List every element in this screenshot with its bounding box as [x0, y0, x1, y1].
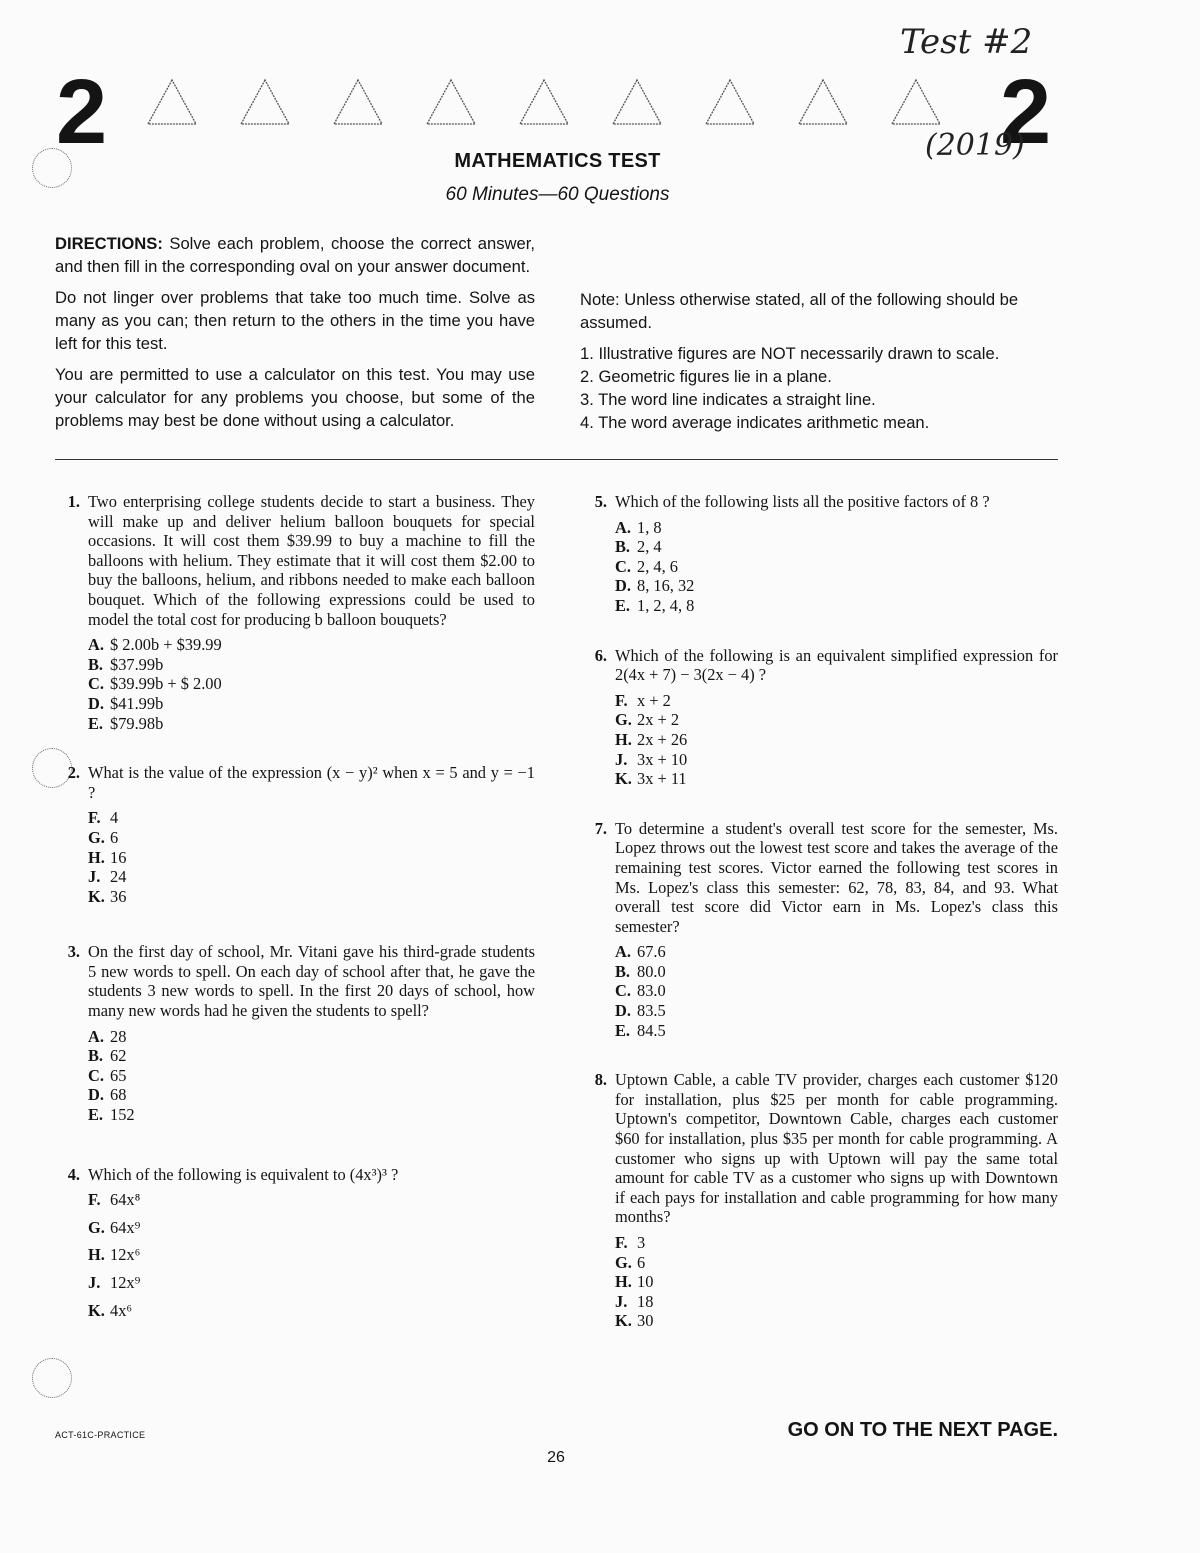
answer-option[interactable] — [88, 1105, 535, 1125]
option-letter: C. — [615, 556, 631, 576]
option-value: 80.0 — [637, 961, 666, 981]
questions-column-left — [55, 492, 535, 1328]
option-letter: C. — [88, 1065, 104, 1085]
answer-option[interactable] — [615, 1292, 1058, 1312]
option-value: 83.0 — [637, 981, 666, 1001]
option-value: 10 — [637, 1272, 654, 1292]
answer-option[interactable] — [88, 1301, 535, 1321]
answer-option[interactable] — [88, 674, 535, 694]
option-value: 18 — [637, 1291, 654, 1311]
triangle-icon — [520, 80, 568, 124]
option-letter: C. — [88, 674, 104, 694]
triangle-icon — [427, 80, 475, 124]
answer-option[interactable] — [615, 537, 1058, 557]
answer-option[interactable] — [88, 887, 535, 907]
option-letter: H. — [88, 1245, 105, 1265]
answer-options — [88, 635, 535, 733]
answer-option[interactable] — [88, 1273, 535, 1293]
option-value: $79.98b — [110, 713, 164, 733]
option-value: 36 — [110, 886, 127, 906]
option-value: 65 — [110, 1065, 127, 1085]
option-value: 68 — [110, 1085, 127, 1105]
answer-option[interactable] — [88, 714, 535, 734]
question-text: Which of the following is equivalent to (4x³)³ ? — [88, 1164, 399, 1184]
option-value: 3x + 10 — [637, 749, 688, 769]
question-number: 1. — [67, 492, 80, 511]
option-letter: F. — [88, 1190, 101, 1210]
answer-option[interactable] — [88, 867, 535, 887]
option-letter: K. — [88, 1300, 105, 1320]
answer-options — [615, 1233, 1058, 1331]
question-item — [582, 819, 1058, 1041]
answer-option[interactable] — [88, 1046, 535, 1066]
question-number: 7. — [594, 818, 607, 838]
option-value: $37.99b — [110, 654, 164, 674]
answer-option[interactable] — [615, 1001, 1058, 1021]
option-letter: E. — [88, 1105, 104, 1125]
question-text: Which of the following is an equivalent simplified expression for 2(4x + 7) − 3(2x − 4) ? — [615, 645, 1058, 685]
page-title: MATHEMATICS TEST — [454, 150, 661, 172]
answer-options — [88, 1027, 535, 1125]
option-letter: E. — [88, 713, 104, 733]
triangle-icon — [892, 80, 940, 124]
option-letter: D. — [88, 1085, 104, 1105]
option-letter: K. — [88, 886, 105, 906]
triangle-icons — [140, 78, 985, 128]
form-code: ACT-61C-PRACTICE — [55, 1430, 146, 1440]
option-value: 1, 8 — [637, 517, 662, 537]
question-text: Uptown Cable, a cable TV provider, charges each customer $120 for installation, plus $25 per month for cable programming. Uptown's competitor, Downtown Cable, charges each customer $60 for installation, plus $35 per month for cable programming. A customer who signs up with Uptown will pay the same total amount for cable TV as a customer who signs up with Downtown if each pays for installation and cable programming for how many months? — [615, 1070, 1058, 1227]
directions-right — [580, 232, 1058, 434]
question-text: Which of the following lists all the positive factors of 8 ? — [615, 492, 990, 511]
option-letter: B. — [88, 1046, 104, 1066]
question-item — [582, 492, 1058, 616]
answer-option[interactable] — [615, 1253, 1058, 1273]
option-letter: A. — [88, 635, 104, 655]
option-letter: B. — [88, 654, 104, 674]
question-text: What is the value of the expression (x − y)² when x = 5 and y = −1 ? — [88, 763, 535, 802]
question-number: 4. — [67, 1164, 80, 1184]
answer-option[interactable] — [615, 710, 1058, 730]
option-letter: G. — [615, 1252, 632, 1272]
answer-option[interactable] — [615, 596, 1058, 616]
question-item — [55, 763, 535, 906]
answer-option[interactable] — [615, 1021, 1058, 1041]
answer-options — [615, 691, 1058, 789]
handwritten-year: (2019) — [925, 128, 1025, 163]
answer-option[interactable] — [615, 576, 1058, 596]
directions-note: Note: Unless otherwise stated, all of the following should be assumed. — [580, 290, 1019, 332]
option-letter: G. — [88, 827, 105, 847]
option-letter: C. — [615, 981, 631, 1001]
directions-p3: You are permitted to use a calculator on this test. You may use your calculator for any problems you choose, but some of the problems may best be done without using a calculator. — [55, 365, 535, 430]
triangle-icon — [334, 80, 382, 124]
option-letter: B. — [615, 537, 631, 557]
answer-option[interactable] — [88, 1066, 535, 1086]
option-letter: F. — [88, 808, 101, 828]
option-letter: D. — [615, 576, 631, 596]
option-value: 84.5 — [637, 1020, 666, 1040]
option-letter: H. — [615, 729, 632, 749]
answer-option[interactable] — [88, 694, 535, 714]
answer-option[interactable] — [615, 962, 1058, 982]
option-letter: J. — [615, 1291, 628, 1311]
question-number: 2. — [67, 763, 80, 783]
answer-option[interactable] — [615, 769, 1058, 789]
option-value: 3 — [637, 1233, 646, 1252]
answer-option[interactable] — [615, 750, 1058, 770]
answer-option[interactable] — [615, 691, 1058, 711]
answer-option[interactable] — [88, 1218, 535, 1238]
section-number-left: 2 — [56, 61, 108, 163]
option-value: 6 — [110, 827, 119, 847]
handwritten-test-note: Test #2 — [900, 22, 1033, 62]
option-value: 12x⁹ — [110, 1273, 141, 1292]
question-item — [55, 492, 535, 733]
question-text: On the first day of school, Mr. Vitani gave his third-grade students 5 new words to spell. On each day of school after that, he gave the students 3 new words to spell. In the first 20 days of school, how many new words had he given the students to spell? — [88, 942, 535, 1021]
question-number: 3. — [67, 942, 80, 962]
answer-option[interactable] — [88, 1027, 535, 1047]
question-number: 8. — [594, 1070, 607, 1090]
triangle-icon — [148, 80, 196, 124]
option-letter: A. — [615, 517, 631, 537]
triangle-icon — [706, 80, 754, 124]
assumption-item: 1. Illustrative figures are NOT necessarily drawn to scale. — [580, 344, 1000, 363]
option-letter: J. — [88, 867, 101, 887]
question-item — [55, 942, 535, 1124]
option-letter: K. — [615, 1311, 632, 1331]
answer-option[interactable] — [88, 848, 535, 868]
answer-option[interactable] — [615, 981, 1058, 1001]
question-item — [582, 646, 1058, 789]
question-number: 5. — [594, 492, 607, 511]
directions-label: DIRECTIONS: — [55, 234, 163, 253]
option-value: 12x⁶ — [110, 1245, 141, 1265]
answer-option[interactable] — [88, 828, 535, 848]
answer-option[interactable] — [615, 1272, 1058, 1292]
option-letter: A. — [88, 1026, 104, 1046]
question-text: To determine a student's overall test score for the semester, Ms. Lopez throws out the lowest test score and takes the average of the remaining test scores. Victor earned the following test scores in Ms. Lopez's class this semester: 62, 78, 83, 84, and 93. What overall test score did Victor earn in Ms. Lopez's class this semester? — [615, 818, 1058, 936]
option-value: 30 — [637, 1311, 654, 1331]
option-value: 4 — [110, 808, 119, 828]
questions-column-right — [582, 492, 1058, 1331]
option-value: 28 — [110, 1026, 127, 1046]
answer-option[interactable] — [615, 1233, 1058, 1253]
option-letter: D. — [88, 693, 104, 713]
option-letter: H. — [88, 847, 105, 867]
directions-left — [55, 232, 535, 440]
option-value: 64x⁹ — [110, 1217, 141, 1237]
option-value: 1, 2, 4, 8 — [637, 595, 695, 615]
question-text: Two enterprising college students decide to start a business. They will make up and deliver helium balloon bouquets for special occasions. It will cost them $39.99 to buy a machine to fill the balloons with helium. They estimate that it will cost them $2.00 to buy the balloons, helium, and ribbons needed to make each balloon bouquet. Which of the following expressions could be used to model the total cost for producing b balloon bouquets? — [88, 492, 535, 629]
option-value: 2, 4, 6 — [637, 556, 678, 576]
answer-option[interactable] — [88, 635, 535, 655]
option-letter: G. — [615, 710, 632, 730]
page-subtitle: 60 Minutes—60 Questions — [445, 184, 670, 205]
punch-hole-mark — [32, 1358, 72, 1398]
triangle-row — [140, 78, 985, 128]
option-value: $ 2.00b + $39.99 — [110, 635, 222, 655]
page-number: 26 — [547, 1449, 565, 1466]
option-letter: E. — [615, 595, 631, 615]
option-value: 3x + 11 — [637, 769, 687, 789]
answer-option[interactable] — [615, 1311, 1058, 1331]
option-letter: H. — [615, 1272, 632, 1292]
option-value: 2, 4 — [637, 537, 662, 557]
option-value: 6 — [637, 1252, 646, 1272]
option-letter: G. — [88, 1217, 105, 1237]
answer-option[interactable] — [88, 655, 535, 675]
assumption-item: 2. Geometric figures lie in a plane. — [580, 367, 832, 386]
answer-options — [88, 808, 535, 906]
option-value: 152 — [110, 1105, 135, 1125]
option-letter: D. — [615, 1001, 631, 1021]
answer-option[interactable] — [615, 518, 1058, 538]
directions-p2: Do not linger over problems that take too much time. Solve as many as you can; then return to the others in the time you have left for this test. — [55, 288, 535, 353]
answer-option[interactable] — [615, 730, 1058, 750]
answer-options — [615, 518, 1058, 616]
option-letter: K. — [615, 769, 632, 789]
option-value: 4x⁶ — [110, 1300, 133, 1320]
answer-options — [615, 942, 1058, 1040]
option-letter: F. — [615, 690, 628, 710]
answer-option[interactable] — [615, 557, 1058, 577]
answer-option[interactable] — [88, 1085, 535, 1105]
triangle-icon — [613, 80, 661, 124]
option-value: 64x⁸ — [110, 1190, 141, 1210]
question-number: 6. — [594, 645, 607, 665]
option-value: 62 — [110, 1046, 127, 1066]
answer-option[interactable] — [88, 1190, 535, 1210]
answer-options — [88, 1190, 535, 1320]
directions-p1 — [55, 232, 535, 278]
triangle-icon — [241, 80, 289, 124]
assumption-item: 4. The word average indicates arithmetic mean. — [580, 413, 930, 432]
option-letter: J. — [88, 1273, 101, 1292]
section-number-right: 2 — [1000, 61, 1052, 163]
option-letter: A. — [615, 942, 631, 962]
option-value: 2x + 26 — [637, 729, 688, 749]
option-value: 83.5 — [637, 1001, 666, 1021]
option-value: $41.99b — [110, 693, 164, 713]
question-item — [582, 1070, 1058, 1331]
option-value: 67.6 — [637, 942, 666, 962]
triangle-icon — [799, 80, 847, 124]
option-value: 16 — [110, 847, 127, 867]
go-on-notice: GO ON TO THE NEXT PAGE. — [787, 1419, 1058, 1441]
option-value: 2x + 2 — [637, 710, 680, 730]
question-item — [55, 1165, 535, 1321]
section-divider — [55, 459, 1058, 460]
option-value: $39.99b + $ 2.00 — [110, 674, 222, 694]
option-value: 24 — [110, 867, 127, 887]
option-letter: F. — [615, 1233, 628, 1252]
assumption-item: 3. The word line indicates a straight line. — [580, 390, 876, 409]
option-value: x + 2 — [637, 690, 671, 710]
option-letter: E. — [615, 1020, 631, 1040]
answer-option[interactable] — [615, 942, 1058, 962]
option-letter: J. — [615, 749, 628, 769]
directions-p1-text: Solve each problem, choose the correct answer, and then fill in the corresponding oval on your answer document. — [55, 234, 535, 276]
option-value: 8, 16, 32 — [637, 576, 695, 596]
answer-option[interactable] — [88, 808, 535, 828]
option-letter: B. — [615, 961, 631, 981]
answer-option[interactable] — [88, 1245, 535, 1265]
